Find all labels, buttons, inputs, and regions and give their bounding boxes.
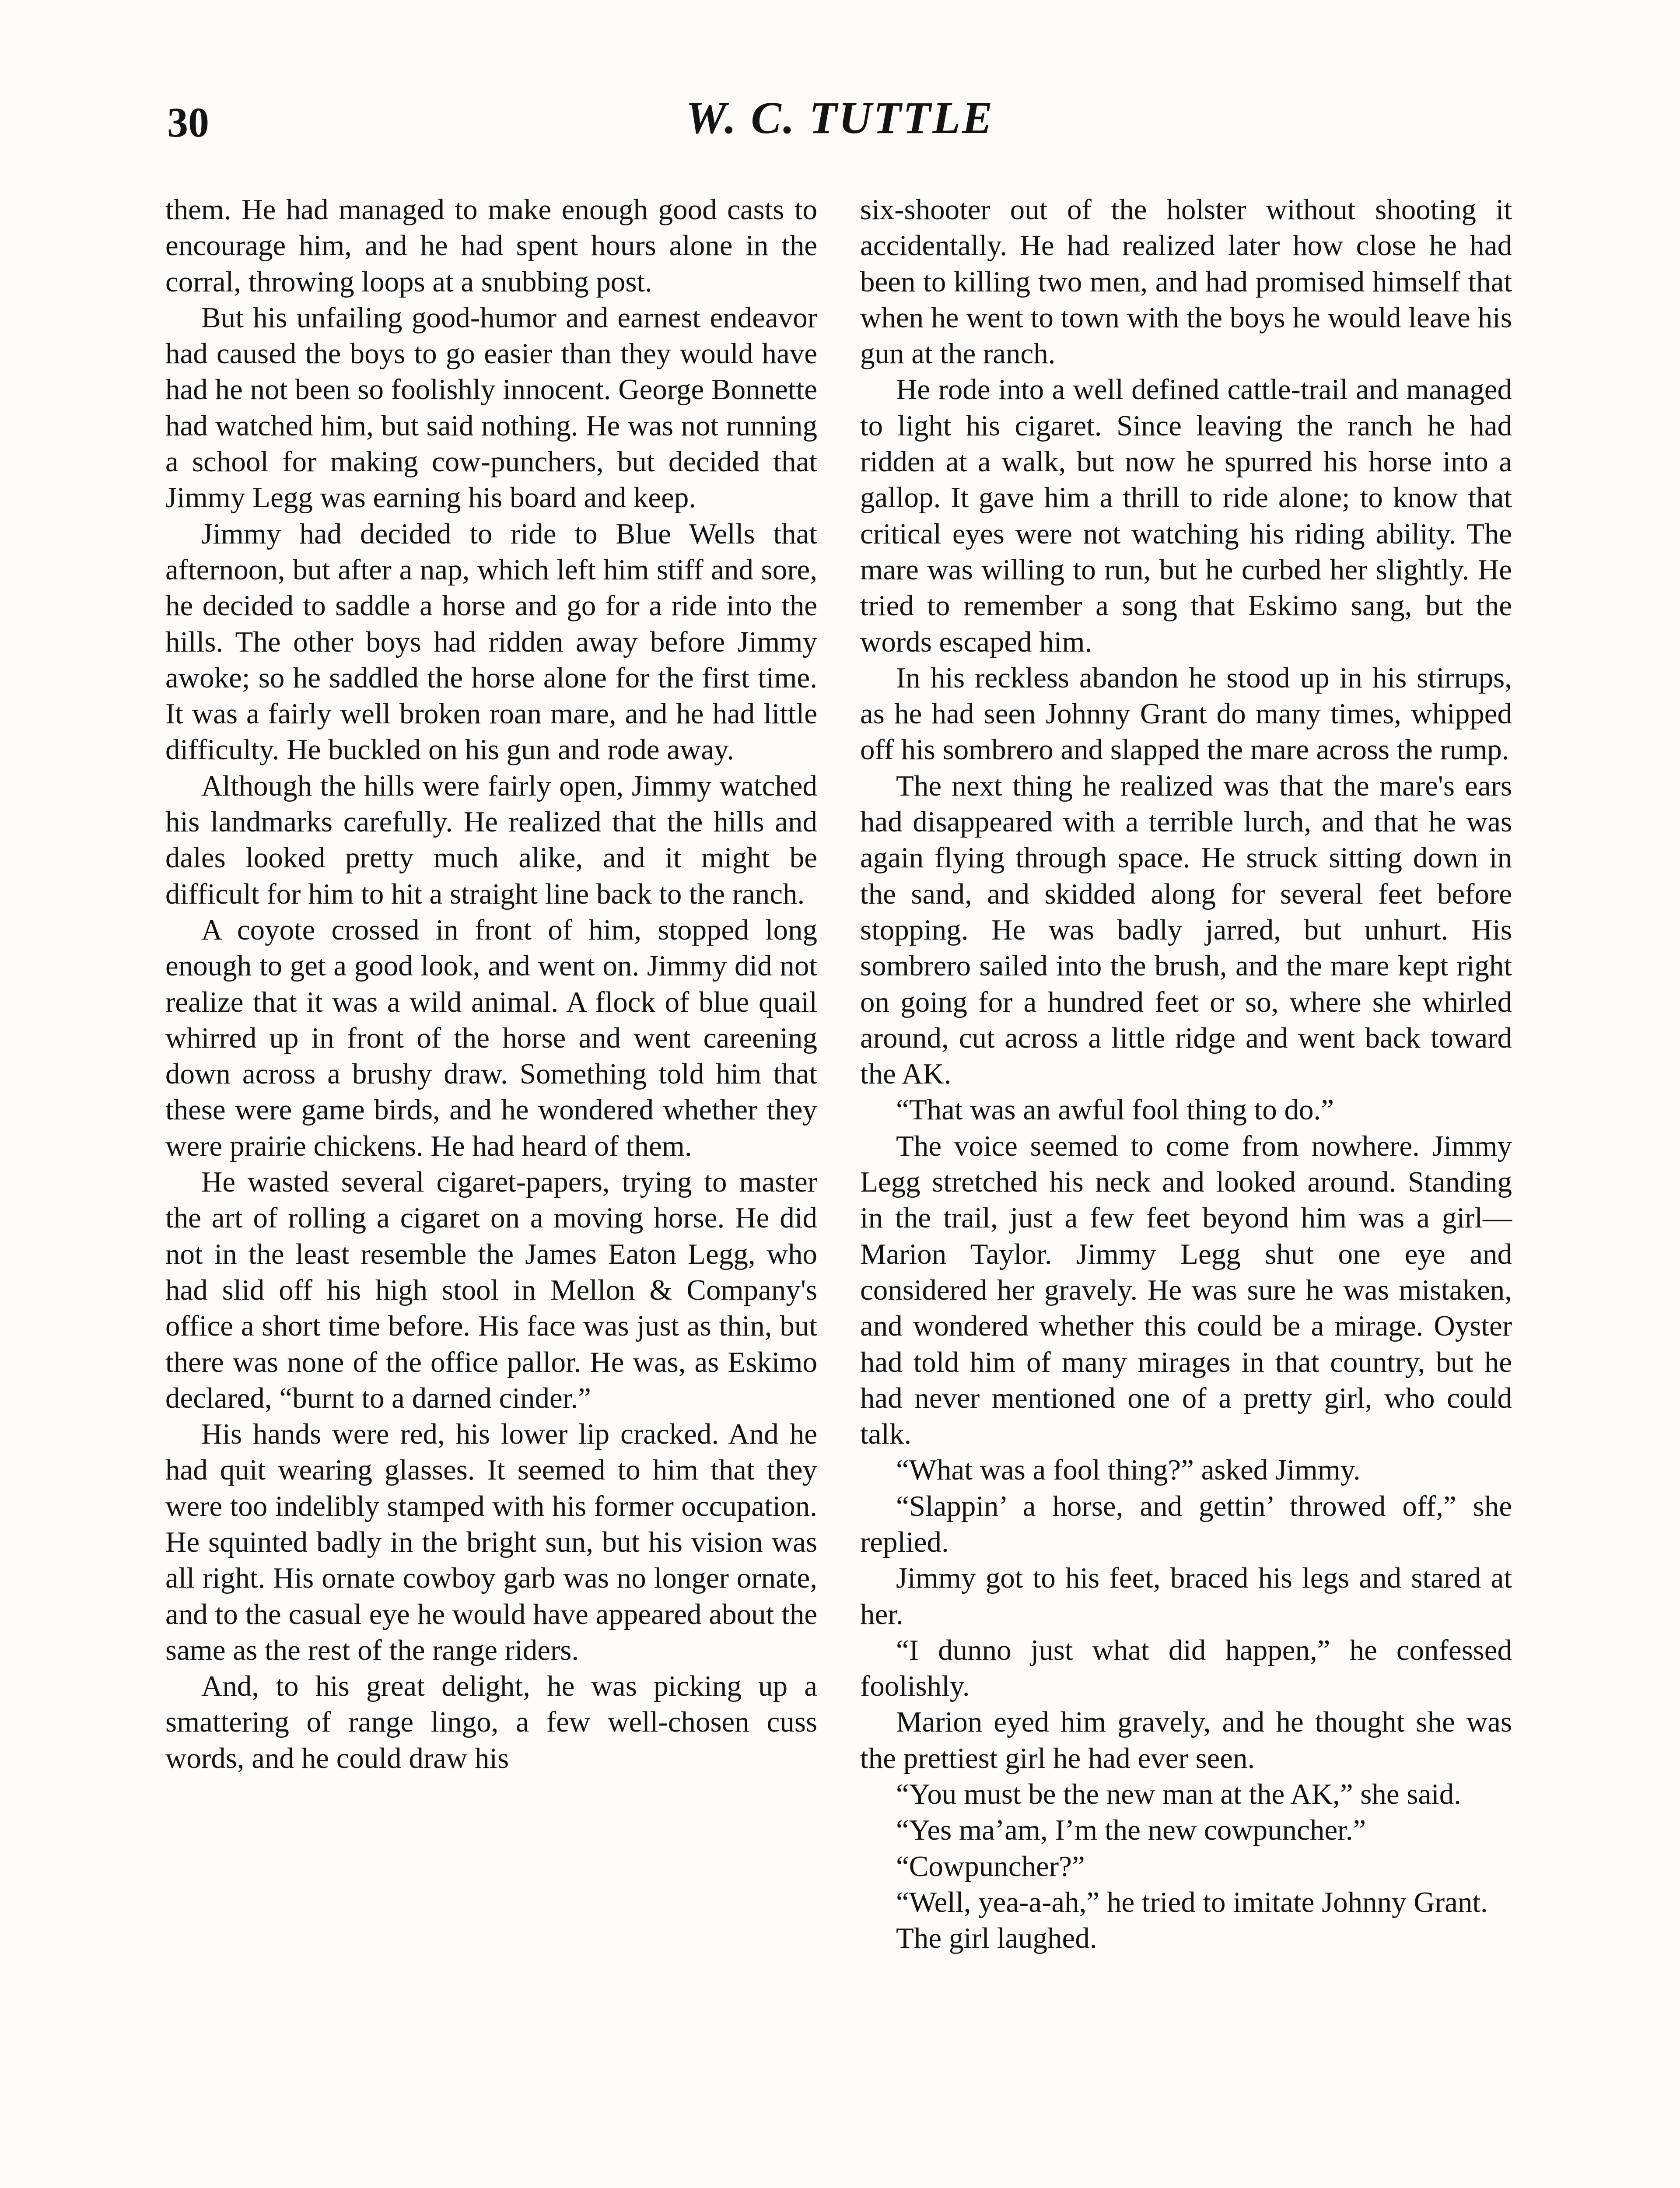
paragraph: Jimmy had decided to ride to Blue Wells that afternoon, but after a nap, which left him stiff and sore, he decided to saddle a horse and go for a ride into the hills. The other boys had ridden away before Jimmy awoke; so he saddled the horse alone for the first time. It was a fairly well broken roan mare, and he had little difficulty. He buckled on his gun and rode away. (165, 517, 817, 766)
paragraph: His hands were red, his lower lip cracked. And he had quit wearing glasses. It seemed to him that they were too indelibly stamped with his former occupation. He squinted badly in the bright sun, but his vision was all right. His ornate cowboy garb was no longer ornate, and to the casual eye he would have appeared about the same as the rest of the range riders. (165, 1418, 817, 1666)
paragraph: And, to his great delight, he was picking up a smattering of range lingo, a few well-chosen cuss words, and he could draw his (165, 1670, 817, 1774)
paragraph: them. He had managed to make enough good casts to encourage him, and he had spent hours alone in the corral, throwing loops at a snubbing post. (165, 193, 817, 298)
paragraph: Jimmy got to his feet, braced his legs and stared at her. (860, 1562, 1512, 1630)
paragraph: “What was a fool thing?” asked Jimmy. (896, 1454, 1361, 1487)
paragraph: The voice seemed to come from nowhere. Jimmy Legg stretched his neck and looked around. Standing in the trail, just a few feet beyond him was a girl—Marion Taylor. Jimmy Legg shut one eye and considered her gravely. He was sure he was mistaken, and wondered whether this could be a mirage. Oyster had told him of many mirages in that country, but he had never mentioned one of a pretty girl, who could talk. (860, 1129, 1512, 1451)
paragraph: The next thing he realized was that the mare's ears had disappeared with a terrible lurch, and that he was again flying through space. He struck sitting down in the sand, and skidded along for several feet before stopping. He was badly jarred, but unhurt. His sombrero sailed into the brush, and the mare kept right on going for a hundred feet or so, where she whirled around, cut across a little ridge and went back toward the AK. (860, 769, 1512, 1090)
running-title: W. C. TUTTLE (686, 93, 994, 143)
paragraph: “That was an awful fool thing to do.” (896, 1094, 1334, 1126)
paragraph: six-shooter out of the holster without shooting it accidentally. He had realized later how close he had been to killing two men, and had promised himself that when he went to town with the boys he would leave his gun at the ranch. (860, 193, 1512, 370)
paragraph: A coyote crossed in front of him, stopped long enough to get a good look, and went on. Jimmy did not realize that it was a wild animal. A flock of blue quail whirred up in front of the horse and went careening down across a brushy draw. Something told him that these were game birds, and he wondered whether they were prairie chickens. He had heard of them. (165, 913, 817, 1162)
paragraph: “Yes ma’am, I’m the new cowpuncher.” (896, 1814, 1366, 1847)
paragraph: “Well, yea-a-ah,” he tried to imitate Johnny Grant. (896, 1886, 1488, 1918)
paragraph: He rode into a well defined cattle-trail and managed to light his cigaret. Since leaving the ranch he had ridden at a walk, but now he spurred his horse into a gallop. It gave him a thrill to ride alone; to know that critical eyes were not watching his riding ability. The mare was willing to run, but he curbed her slightly. He tried to remember a song that Eskimo sang, but the words escaped him. (860, 373, 1512, 658)
paragraph: In his reckless abandon he stood up in his stirrups, as he had seen Johnny Grant do many times, whipped off his sombrero and slapped the mare across the rump. (860, 661, 1512, 766)
paragraph: But his unfailing good-humor and earnest endeavor had caused the boys to go easier than they would have had he not been so foolishly innocent. George Bonnette had watched him, but said nothing. He was not running a school for making cow-punchers, but decided that Jimmy Legg was earning his board and keep. (165, 301, 817, 514)
paragraph: Marion eyed him gravely, and he thought she was the prettiest girl he had ever seen. (860, 1706, 1512, 1774)
right-column (860, 192, 1512, 1957)
left-column (165, 192, 817, 1776)
paragraph: The girl laughed. (896, 1922, 1097, 1955)
paragraph: “Slappin’ a horse, and gettin’ throwed off,” she replied. (860, 1490, 1512, 1558)
paragraph: “I dunno just what did happen,” he confessed foolishly. (860, 1634, 1512, 1703)
paragraph: “Cowpuncher?” (896, 1850, 1085, 1883)
paragraph: Although the hills were fairly open, Jimmy watched his landmarks carefully. He realized that the hills and dales looked pretty much alike, and it might be difficult for him to hit a straight line back to the ranch. (165, 769, 817, 910)
page-number: 30 (167, 99, 209, 146)
paragraph: He wasted several cigaret-papers, trying to master the art of rolling a cigaret on a moving horse. He did not in the least resemble the James Eaton Legg, who had slid off his high stool in Mellon & Company's office a short time before. His face was just as thin, but there was none of the office pallor. He was, as Eskimo declared, “burnt to a darned cinder.” (165, 1166, 817, 1414)
paragraph: “You must be the new man at the AK,” she said. (896, 1778, 1462, 1811)
